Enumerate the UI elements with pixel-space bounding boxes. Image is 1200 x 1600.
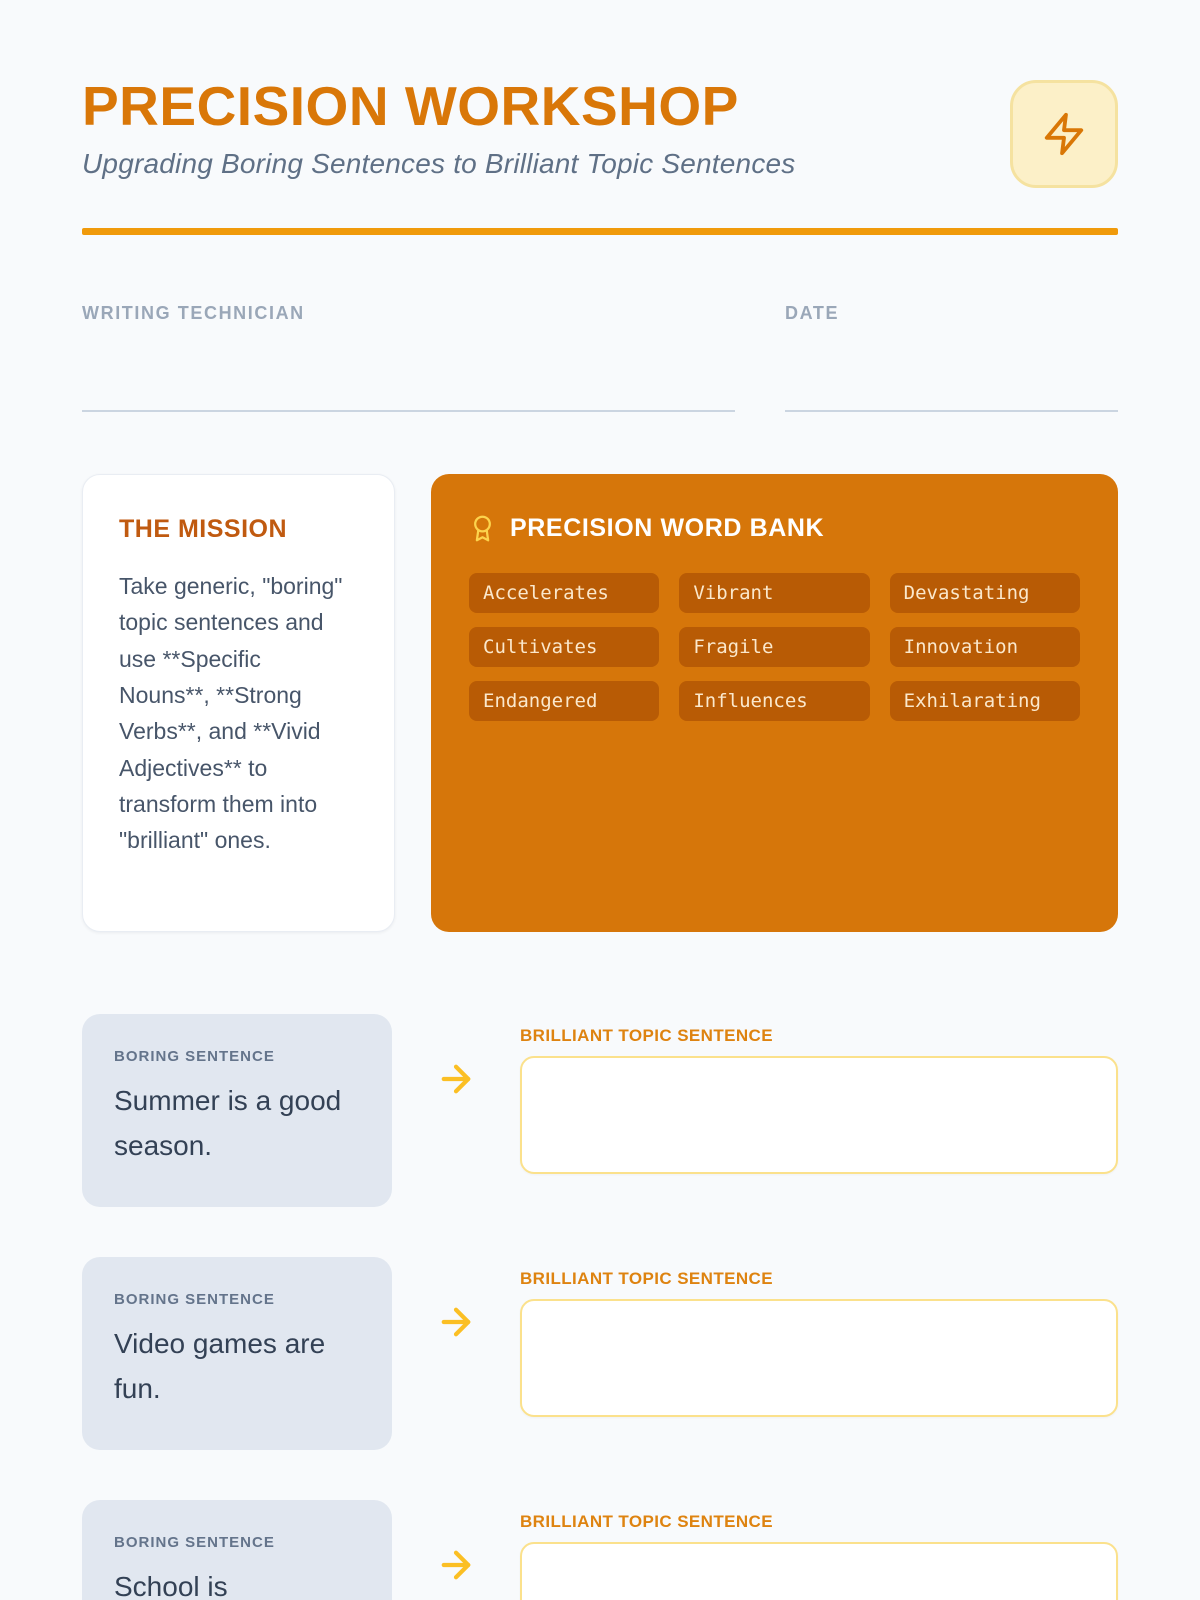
word-bank-title: PRECISION WORD BANK xyxy=(510,514,825,542)
brilliant-sentence-input[interactable] xyxy=(520,1542,1118,1600)
exercise-row-3 xyxy=(82,1500,1118,1600)
answer-cell xyxy=(520,1500,1118,1600)
answer-cell xyxy=(520,1257,1118,1417)
header-divider xyxy=(82,228,1118,235)
word-chip: Devastating xyxy=(890,573,1080,613)
boring-sentence-label: BORING SENTENCE xyxy=(114,1534,275,1551)
arrow-cell xyxy=(392,1257,520,1343)
mission-body: Take generic, "boring" topic sentences and use **Specific Nouns**, **Strong Verbs**, and **Vivid Adjectives** to transform them into "brilliant" ones. xyxy=(119,573,343,854)
word-chip: Innovation xyxy=(890,627,1080,667)
boring-sentence-label: BORING SENTENCE xyxy=(114,1291,275,1308)
info-cards xyxy=(82,474,1118,932)
arrow-cell xyxy=(392,1014,520,1100)
boring-sentence-text: School is xyxy=(114,1571,228,1600)
exercise-row-2 xyxy=(82,1257,1118,1450)
brilliant-sentence-label: BRILLIANT TOPIC SENTENCE xyxy=(520,1512,773,1531)
mission-title: THE MISSION xyxy=(119,515,288,543)
word-bank-header xyxy=(469,514,1080,543)
writing-technician-field xyxy=(82,303,735,412)
arrow-right-icon xyxy=(433,1058,479,1100)
arrow-cell xyxy=(392,1500,520,1586)
boring-sentence-card xyxy=(82,1500,392,1600)
date-field xyxy=(785,303,1118,412)
word-bank-grid xyxy=(469,573,1080,721)
word-chip: Endangered xyxy=(469,681,659,721)
answer-cell xyxy=(520,1014,1118,1174)
lightning-bolt-icon xyxy=(1041,111,1087,157)
word-chip: Influences xyxy=(679,681,869,721)
arrow-right-icon xyxy=(433,1544,479,1586)
date-label: DATE xyxy=(785,303,840,323)
header xyxy=(82,0,1118,188)
award-medal-icon xyxy=(469,515,496,542)
brilliant-sentence-label: BRILLIANT TOPIC SENTENCE xyxy=(520,1269,773,1288)
page-subtitle: Upgrading Boring Sentences to Brilliant Topic Sentences xyxy=(82,148,796,180)
writing-technician-label: WRITING TECHNICIAN xyxy=(82,303,305,323)
word-chip: Cultivates xyxy=(469,627,659,667)
brilliant-sentence-input[interactable] xyxy=(520,1056,1118,1174)
word-chip: Fragile xyxy=(679,627,869,667)
brilliant-sentence-label: BRILLIANT TOPIC SENTENCE xyxy=(520,1026,773,1045)
word-chip: Exhilarating xyxy=(890,681,1080,721)
word-chip: Vibrant xyxy=(679,573,869,613)
date-input[interactable] xyxy=(785,386,1118,412)
exercise-list xyxy=(82,1014,1118,1600)
meta-row xyxy=(82,303,1118,412)
word-chip: Accelerates xyxy=(469,573,659,613)
header-text xyxy=(82,75,796,180)
arrow-right-icon xyxy=(433,1301,479,1343)
brilliant-sentence-input[interactable] xyxy=(520,1299,1118,1417)
boring-sentence-label: BORING SENTENCE xyxy=(114,1048,275,1065)
boring-sentence-card xyxy=(82,1014,392,1207)
exercise-row-1 xyxy=(82,1014,1118,1207)
boring-sentence-text: Summer is a good season. xyxy=(114,1085,342,1161)
writing-technician-input[interactable] xyxy=(82,386,735,412)
boring-sentence-text: Video games are fun. xyxy=(114,1328,326,1404)
mission-card xyxy=(82,474,395,932)
lightning-badge xyxy=(1010,80,1118,188)
page-title: PRECISION WORKSHOP xyxy=(82,75,739,137)
boring-sentence-card xyxy=(82,1257,392,1450)
word-bank-card xyxy=(431,474,1118,932)
